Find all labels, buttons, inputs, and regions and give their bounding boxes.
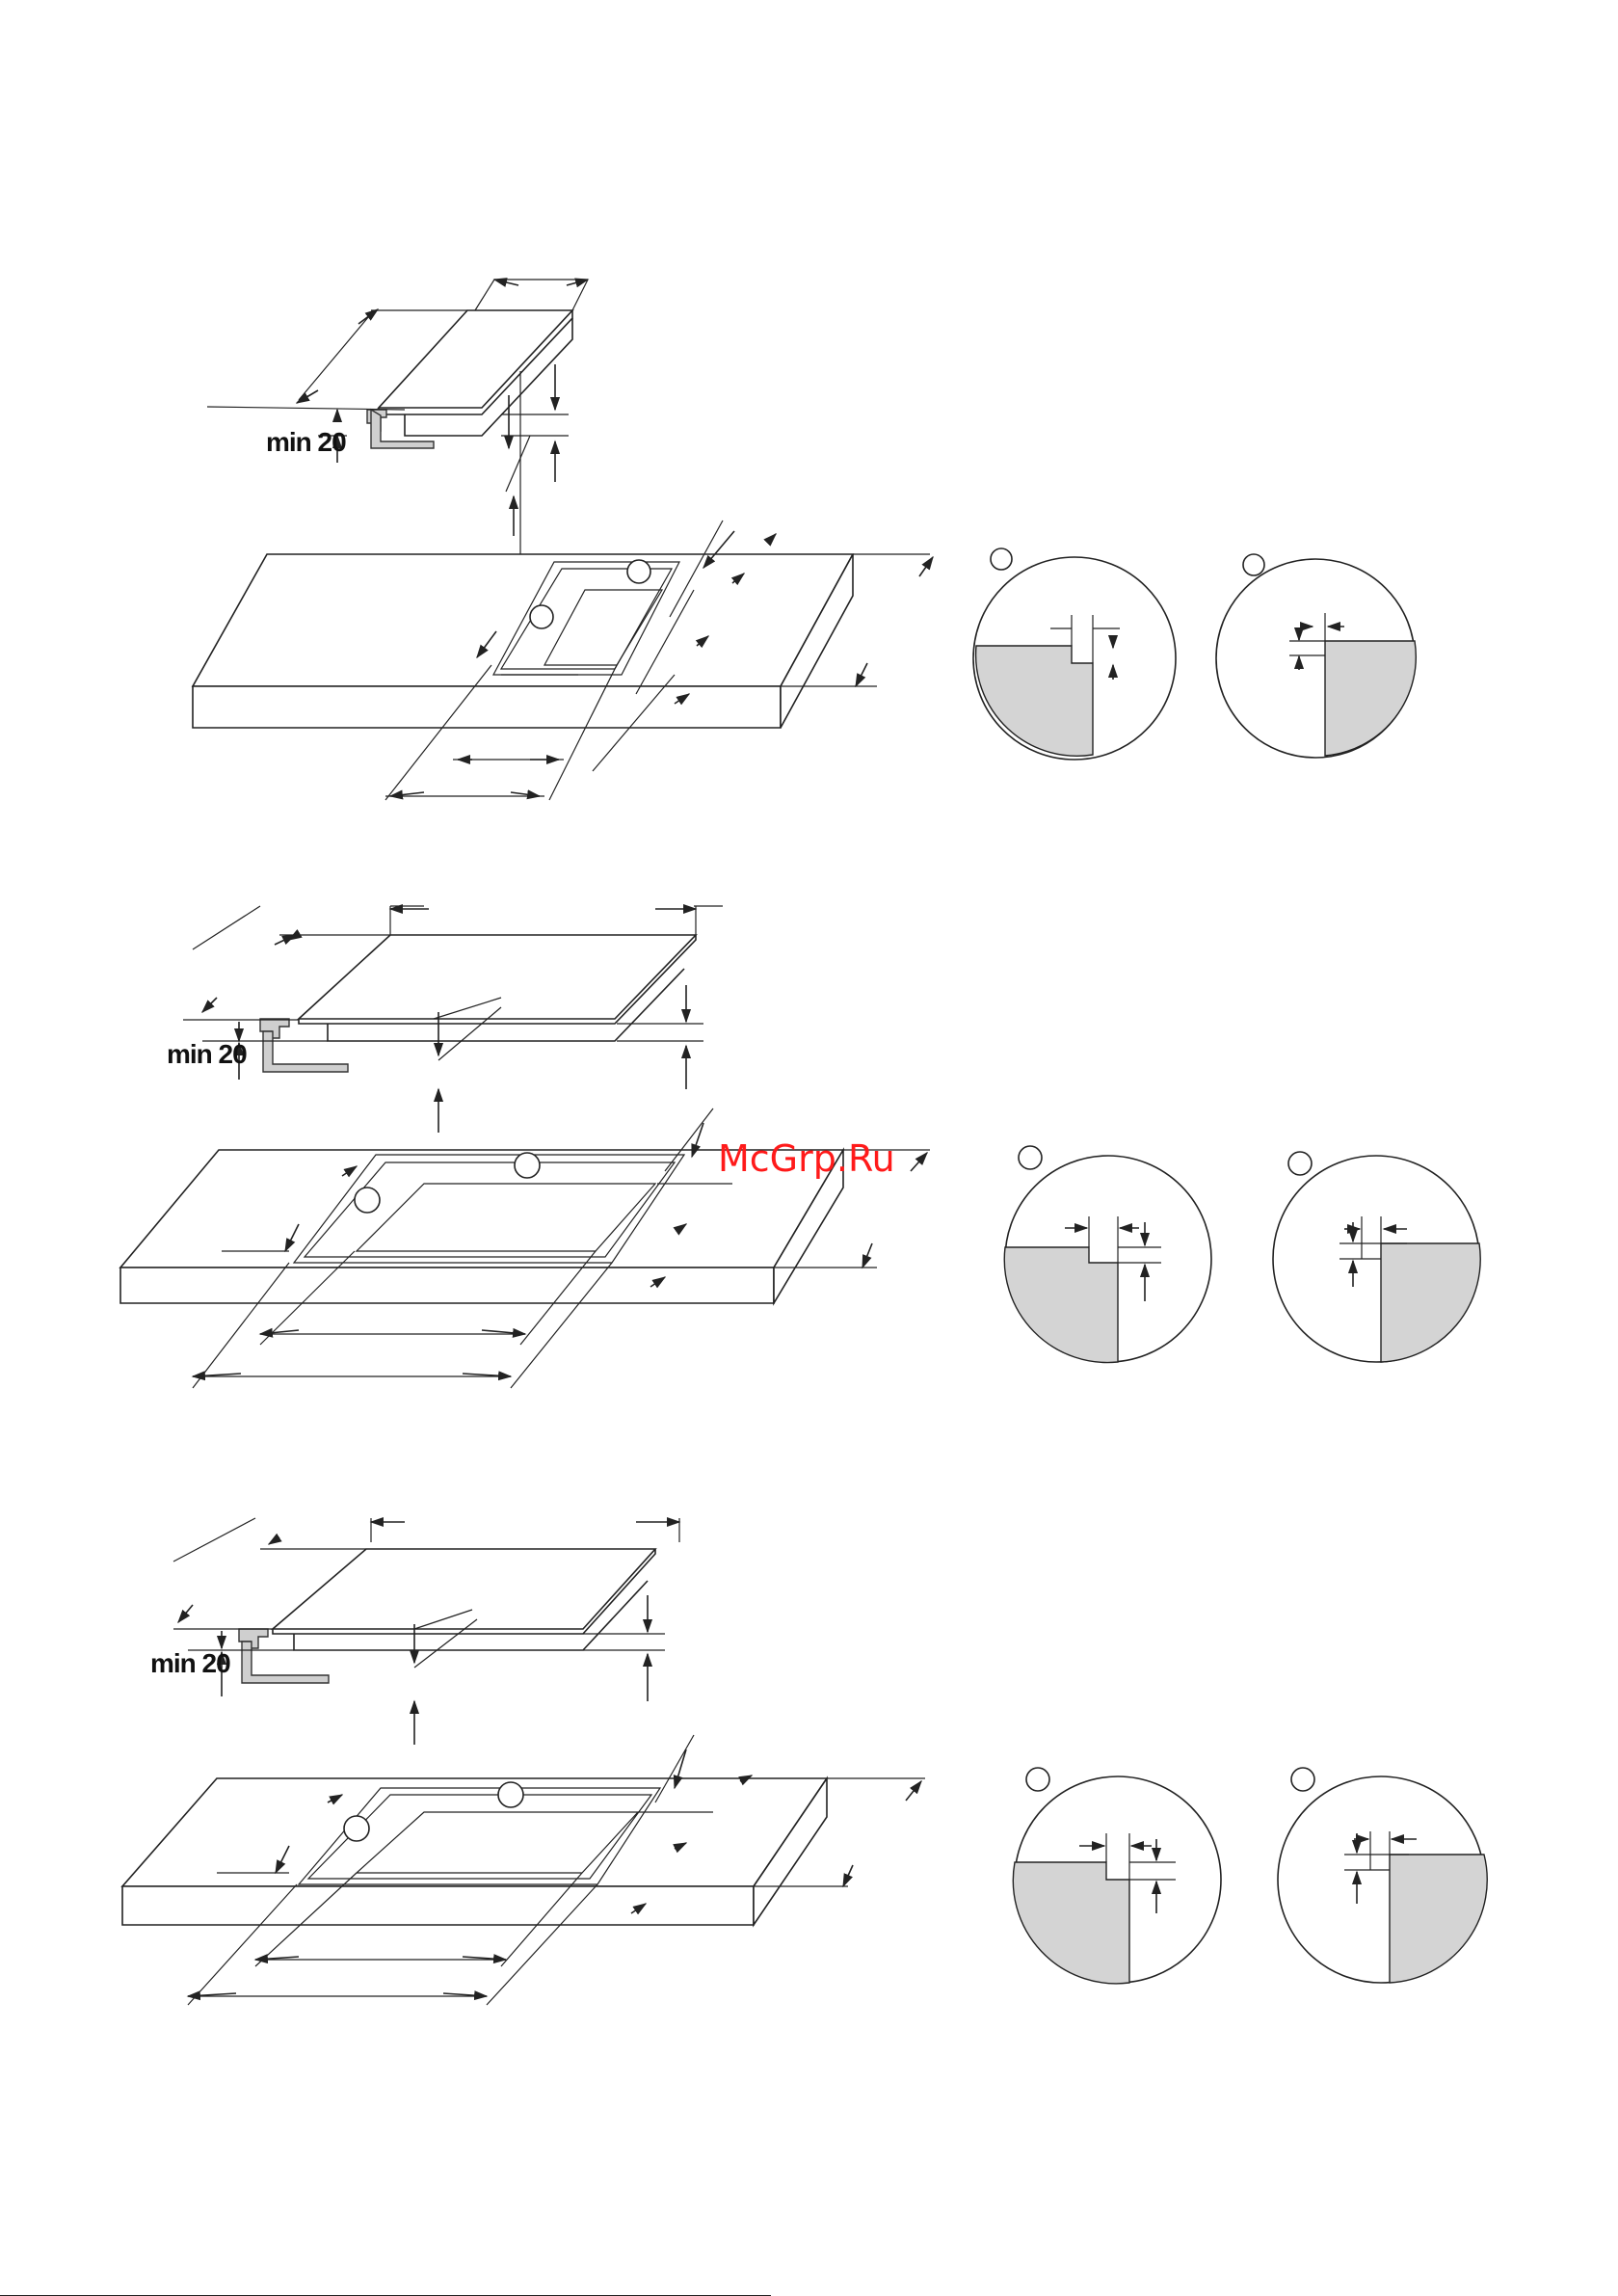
hob-panel-1: [379, 310, 572, 436]
detail-marker-a-1: [627, 560, 650, 583]
hob-panel-3: [273, 1549, 655, 1650]
detail-circle-a-1: [973, 548, 1176, 760]
hob-panel-2: [299, 935, 696, 1041]
detail-circle-a-3: [1013, 1768, 1221, 1984]
min-20-label-2: min 20: [167, 1039, 247, 1069]
figure-3: [122, 1518, 1487, 2005]
detail-circle-b-2: [1273, 1152, 1480, 1362]
watermark: McGrp.Ru: [718, 1137, 895, 1180]
detail-marker-b-1: [530, 605, 553, 628]
mounting-bracket-3: [239, 1629, 329, 1683]
mounting-bracket-1: [367, 410, 434, 448]
mounting-bracket-2: [260, 1019, 348, 1072]
detail-circle-b-1: [1216, 554, 1416, 758]
figure-2: [120, 906, 1480, 1388]
figure-1: [193, 280, 1416, 800]
min-20-label-3: min 20: [150, 1648, 230, 1678]
worktop-1: [193, 554, 853, 728]
worktop-3: [122, 1778, 827, 1925]
detail-marker-a-2: [515, 1153, 540, 1178]
detail-circle-b-3: [1278, 1768, 1487, 1983]
detail-circle-a-2: [1004, 1146, 1211, 1363]
detail-marker-a-3: [498, 1782, 523, 1807]
min-20-label-1: min 20: [266, 427, 346, 457]
detail-marker-b-3: [344, 1816, 369, 1841]
detail-marker-b-2: [355, 1188, 380, 1213]
